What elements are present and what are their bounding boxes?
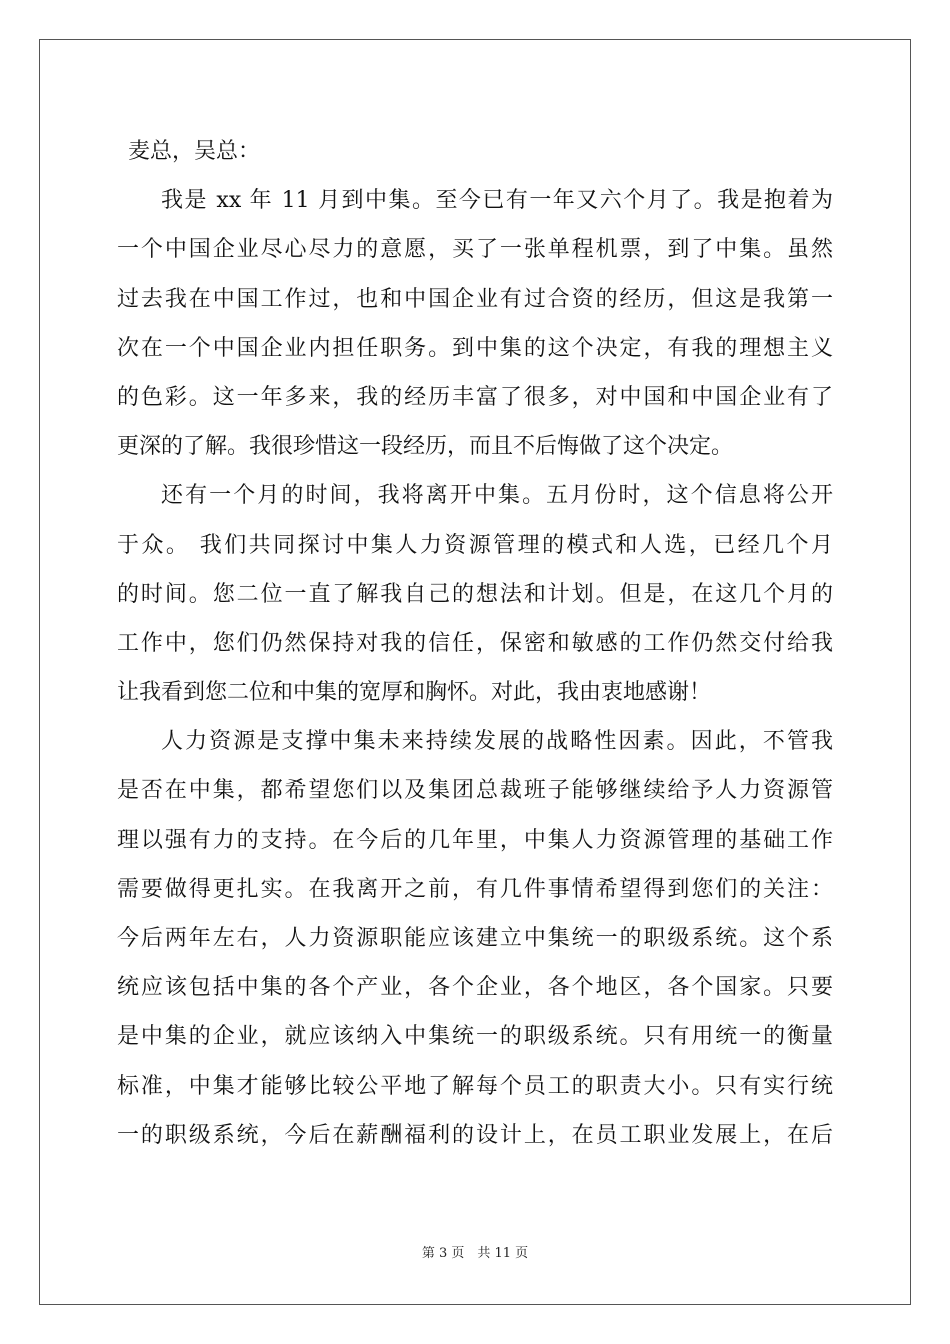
paragraph-line: 理以强有力的支持。在今后的几年里，中集人力资源管理的基础工作: [117, 827, 833, 853]
paragraph-line: 标准，中集才能够比较公平地了解每个员工的职责大小。只有实行统: [117, 1073, 833, 1099]
letter-body: [117, 127, 833, 1160]
paragraph-line: 是中集的企业，就应该纳入中集统一的职级系统。只有用统一的衡量: [117, 1024, 833, 1050]
paragraph: [117, 176, 833, 471]
paragraph-line: 的时间。您二位一直了解我自己的想法和计划。但是，在这几个月的: [117, 581, 833, 607]
paragraph-line: 统应该包括中集的各个产业，各个企业，各个地区，各个国家。只要: [117, 975, 833, 1001]
paragraph-line: 是否在中集，都希望您们以及集团总裁班子能够继续给予人力资源管: [117, 778, 833, 804]
paragraph-line: 一的职级系统，今后在薪酬福利的设计上，在员工职业发展上，在后: [117, 1122, 833, 1148]
paragraph-line: 一个中国企业尽心尽力的意愿，买了一张单程机票，到了中集。虽然: [117, 237, 833, 263]
paragraph-line: 过去我在中国工作过，也和中国企业有过合资的经历，但这是我第一: [117, 286, 833, 312]
paragraph-line: 次在一个中国企业内担任职务。到中集的这个决定，有我的理想主义: [117, 335, 833, 361]
page-number-footer: 第 3 页 共 11 页: [421, 1246, 529, 1261]
paragraph-line: 于众。 我们共同探讨中集人力资源管理的模式和人选，已经几个月: [117, 532, 833, 558]
paragraph-line: 的色彩。这一年多来，我的经历丰富了很多，对中国和中国企业有了: [117, 384, 833, 410]
paragraph-line: 工作中，您们仍然保持对我的信任，保密和敏感的工作仍然交付给我: [117, 630, 833, 656]
paragraph-line: 更深的了解。我很珍惜这一段经历，而且不后悔做了这个决定。: [117, 434, 734, 460]
salutation: 麦总，吴总：: [128, 139, 261, 164]
paragraph-line: 今后两年左右，人力资源职能应该建立中集统一的职级系统。这个系: [117, 926, 833, 951]
paragraph-line: 我是 xx 年 11 月到中集。至今已有一年又六个月了。我是抱着为: [161, 188, 833, 214]
paragraph: [117, 717, 833, 1160]
paragraph: [117, 471, 833, 717]
paragraph-line: 需要做得更扎实。在我离开之前，有几件事情希望得到您们的关注：: [117, 876, 833, 902]
paragraph-line: 还有一个月的时间，我将离开中集。五月份时，这个信息将公开: [161, 483, 833, 509]
paragraph-line: 人力资源是支撑中集未来持续发展的战略性因素。因此，不管我: [161, 729, 833, 755]
paragraph-line: 让我看到您二位和中集的宽厚和胸怀。对此，我由衷地感谢！: [117, 680, 712, 706]
